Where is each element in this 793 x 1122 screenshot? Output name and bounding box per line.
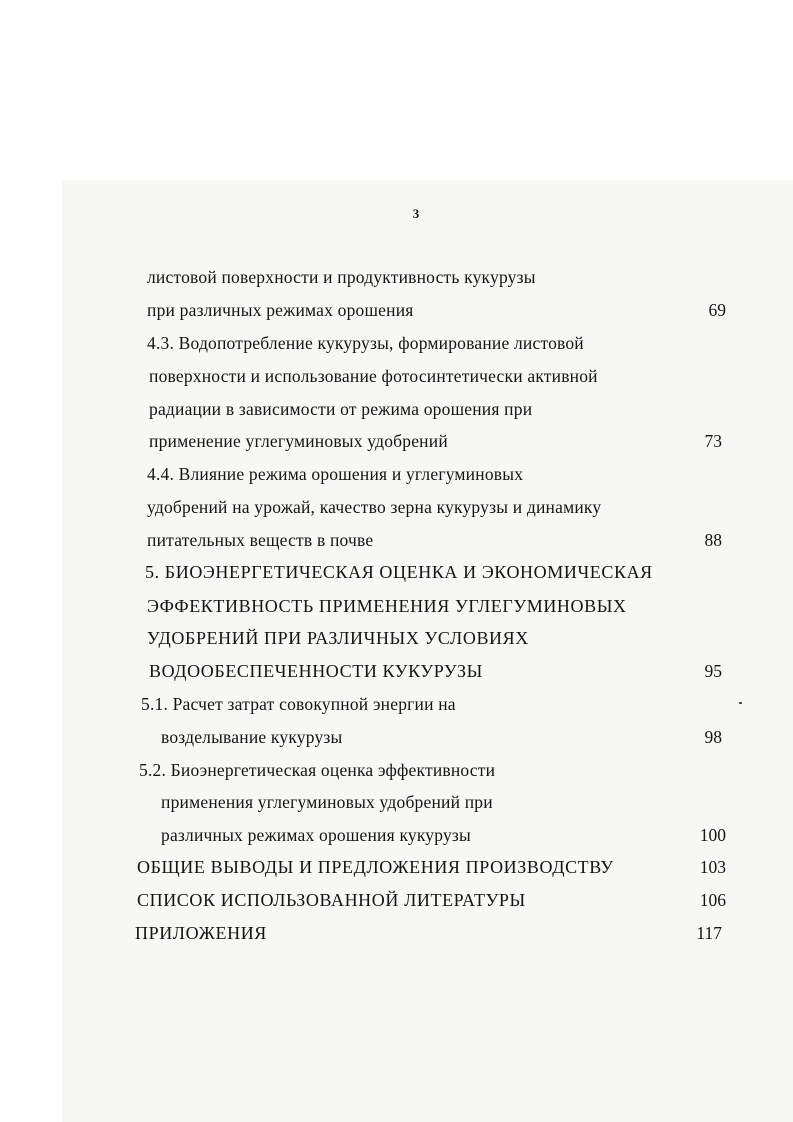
scan-background xyxy=(62,180,793,1122)
toc-line: 4.4. Влияние режима орошения и углегуминовых xyxy=(147,464,524,484)
toc-line: применения углегуминовых удобрений при xyxy=(161,792,493,812)
toc-line: радиации в зависимости от режима орошения при xyxy=(149,399,533,419)
toc-chapter-heading: УДОБРЕНИЙ ПРИ РАЗЛИЧНЫХ УСЛОВИЯХ xyxy=(147,628,529,648)
toc-page-number: 95 xyxy=(704,661,722,681)
toc-line: возделывание кукурузы xyxy=(161,727,343,747)
toc-page-number: 73 xyxy=(704,431,722,451)
toc-section-heading: ОБЩИЕ ВЫВОДЫ И ПРЕДЛОЖЕНИЯ ПРОИЗВОДСТВУ xyxy=(137,857,614,877)
toc-chapter-heading: 5. БИОЭНЕРГЕТИЧЕСКАЯ ОЦЕНКА И ЭКОНОМИЧЕСКАЯ xyxy=(145,562,653,582)
toc-page-number: 98 xyxy=(704,727,722,747)
toc-page-number: 103 xyxy=(699,857,726,877)
toc-page-number: 100 xyxy=(699,825,726,845)
page-number: 3 xyxy=(412,206,420,221)
toc-line: 5.1. Расчет затрат совокупной энергии на xyxy=(141,694,456,714)
scan-speck xyxy=(739,702,742,704)
toc-line: удобрений на урожай, качество зерна кукурузы и динамику xyxy=(147,497,602,517)
toc-line: при различных режимах орошения xyxy=(147,300,414,320)
toc-chapter-heading: ВОДООБЕСПЕЧЕННОСТИ КУКУРУЗЫ xyxy=(149,661,483,681)
toc-page-number: 69 xyxy=(708,300,726,320)
toc-page-number: 117 xyxy=(696,923,722,943)
toc-line: различных режимах орошения кукурузы xyxy=(161,825,471,845)
toc-line: поверхности и использование фотосинтетически активной xyxy=(149,366,598,386)
toc-page-number: 106 xyxy=(699,890,726,910)
toc-line: 4.3. Водопотребление кукурузы, формирование листовой xyxy=(147,333,584,353)
toc-chapter-heading: ЭФФЕКТИВНОСТЬ ПРИМЕНЕНИЯ УГЛЕГУМИНОВЫХ xyxy=(147,596,627,616)
toc-line: применение углегуминовых удобрений xyxy=(149,431,448,451)
toc-page-number: 88 xyxy=(704,530,722,550)
toc-line: питательных веществ в почве xyxy=(147,530,374,550)
toc-line: 5.2. Биоэнергетическая оценка эффективности xyxy=(139,760,496,780)
toc-section-heading: СПИСОК ИСПОЛЬЗОВАННОЙ ЛИТЕРАТУРЫ xyxy=(137,890,526,910)
toc-line: листовой поверхности и продуктивность кукурузы xyxy=(147,267,536,287)
toc-section-heading: ПРИЛОЖЕНИЯ xyxy=(135,923,267,943)
